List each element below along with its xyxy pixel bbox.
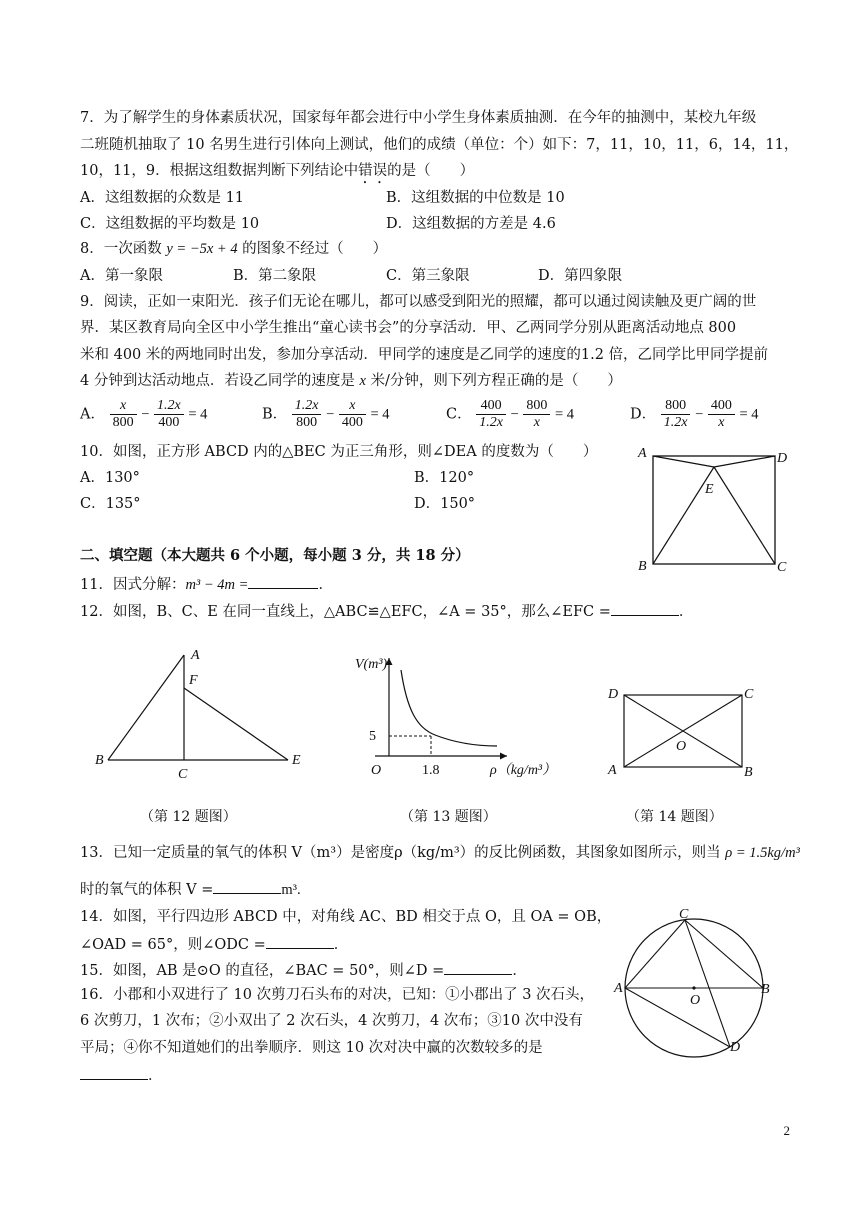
q9-d-fraction-2 [708,398,735,431]
q7-option-d: D．这组数据的方差是 4.6 [386,216,556,232]
q14-blank [266,933,334,949]
q11-stem [80,573,333,595]
q9-c-den-2: x [533,415,540,430]
q8-option-a: A．第一象限 [80,268,163,284]
q8-option-c: C．第三象限 [386,268,470,284]
q9-d-label: D． [630,406,657,423]
fig15 [612,905,782,1060]
q15-stem-b: ． [512,963,527,979]
q9-line-4b: 米/分钟，则下列方程正确的是（ ） [365,373,622,389]
q9-a-num-1: x [110,398,137,415]
segment-ae [653,456,714,467]
fig14-label-a: A [608,763,617,778]
fig13-y-label: V(m³) [355,657,388,672]
q16-line-3: 平局；④你不知道她们的出拳顺序．则这 10 次对决中赢的次数较多的是 [80,1040,543,1056]
fig14-caption: （第 14 题图） [626,809,723,825]
center-o [692,986,695,989]
line-ab [108,655,184,760]
q9-b-num-2: x [339,398,366,415]
q9-c-fraction-1 [476,398,506,431]
q7-option-a: A．这组数据的众数是 11 [80,190,245,206]
q13-line-2a: 时的氧气的体积 V = [80,882,214,898]
q8-formula: y = −5x + 4 [166,241,238,257]
q9-a-rhs: = 4 [188,406,208,423]
q14-line-2a: ∠OAD = 65°，则∠ODC = [80,937,266,953]
fig14-label-c: C [744,687,754,702]
q9-b-fraction-1 [292,398,322,431]
q9-b-rhs: = 4 [370,406,390,423]
q16-line-4 [80,1064,163,1086]
segment-ce [714,467,775,564]
curve-hyperbola [401,670,497,746]
fig13-tick-5: 5 [369,729,376,744]
q9-a-num-2: 1.2x [154,398,184,415]
fig15-label-d: D [730,1040,741,1055]
q16-line-4b: ． [148,1068,163,1084]
label-d: D [777,451,788,466]
q11-blank [248,573,318,589]
q9-option-d [630,398,759,431]
q13-density: ρ = 1.5kg/m³ [725,845,800,861]
q9-a-label: A． [80,406,105,423]
fig12-caption: （第 12 题图） [140,809,237,825]
fig14 [600,680,770,785]
q9-c-minus: − [510,406,519,423]
q9-c-num-2: 800 [523,398,550,415]
q9-a-fraction-1 [110,398,137,431]
q14-line-1: 14．如图，平行四边形 ABCD 中，对角线 AC、BD 相交于点 O，且 OA = OB， [80,909,612,925]
q10-option-d: D．150° [414,496,476,512]
q8-option-d: D．第四象限 [538,268,623,284]
q12-stem-a: 12．如图，B、C、E 在同一直线上，△ABC≌△EFC，∠A = 35°，那么∠EFC = [80,604,611,620]
q7-emphasis: 错误 [358,163,388,179]
q11-formula: m³ − 4m = [185,577,249,593]
fig14-label-d: D [608,687,619,702]
q12-stem [80,600,693,622]
fig13-origin: O [371,763,382,778]
q8-stem-a: 8．一次函数 [80,241,167,257]
label-a: A [638,446,647,461]
q12-stem-b: ． [678,604,694,620]
q7-line-1: 7．为了解学生的身体素质状况，国家每年都会进行中小学生身体素质抽测．在今年的抽测中，某校九年级 [80,110,757,126]
q10-option-a: A．130° [80,470,140,486]
q15-blank [444,959,512,975]
q12-blank [611,600,679,616]
q7-line-3c: 的是（ ） [387,163,475,179]
q9-d-minus: − [695,406,704,423]
q7-line-2: 二班随机抽取了 10 名男生进行引体向上测试，他们的成绩（单位：个）如下：7，11，10，11，6，14，11， [80,137,799,153]
q9-d-num-2: 400 [708,398,735,415]
label-b: B [638,559,647,574]
q15-stem [80,959,527,981]
q15-stem-a: 15．如图，AB 是⊙O 的直径，∠BAC = 50°，则∠D = [80,963,445,979]
q13-line-1a: 13．已知一定质量的氧气的体积 V（m³）是密度ρ（kg/m³）的反比例函数，其图象如图所示，则当 [80,845,726,861]
q13-line-2b: m³. [281,882,301,898]
q9-option-b [262,398,390,431]
fig12-label-f: F [189,673,198,688]
q7-option-b: B．这组数据的中位数是 10 [386,190,565,206]
q7-option-c: C．这组数据的平均数是 10 [80,216,260,232]
q10-figure [630,440,800,580]
q7-line-3 [80,161,474,187]
fig13-tick-18: 1.8 [422,763,440,778]
fig12 [92,640,322,785]
q9-b-label: B． [262,406,288,423]
q9-b-den-2: 400 [341,415,363,430]
q9-line-1: 9．阅读，正如一束阳光．孩子们无论在哪儿，都可以感受到阳光的照耀，都可以通过阅读触及更广阔的世 [80,294,757,310]
q13-line-1 [80,843,800,863]
q9-a-den-1: 800 [112,415,134,430]
q9-option-c [446,398,574,431]
segment-de [714,456,775,467]
square-abcd [653,456,775,564]
q14-line-2 [80,933,348,955]
q9-a-fraction-2 [154,398,184,431]
q13-blank [213,878,281,894]
fig12-label-a: A [191,648,200,663]
q16-line-2: 6 次剪刀，1 次布；②小双出了 2 次石头，4 次剪刀，4 次布；③10 次中没有 [80,1013,583,1029]
fig12-label-e: E [292,753,301,768]
q11-stem-a: 11．因式分解： [80,577,186,593]
q8-stem-b: 的图象不经过（ ） [237,241,388,257]
page-number: 2 [783,1123,790,1138]
q8-stem [80,239,387,259]
section-2-title: 二、填空题（本大题共 6 个小题，每小题 3 分，共 18 分） [80,547,470,564]
q9-d-den-2: x [718,415,725,430]
fig13-caption: （第 13 题图） [400,809,497,825]
q9-c-fraction-2 [523,398,550,431]
fig15-label-c: C [679,907,689,922]
q13-line-2 [80,878,301,900]
q9-a-minus: − [141,406,150,423]
q9-c-den-1: 1.2x [479,415,503,430]
chord-ad [625,988,730,1047]
q9-d-fraction-1 [661,398,691,431]
line-fe [184,688,288,760]
q10-stem: 10．如图，正方形 ABCD 内的△BEC 为正三角形，则∠DEA 的度数为（ ） [80,444,598,460]
fig14-label-o: O [676,739,687,754]
q16-line-1: 16．小郡和小双进行了 10 次剪刀石头布的对决，已知：①小郡出了 3 次石头， [80,987,595,1003]
q9-a-den-2: 400 [158,415,180,430]
q9-b-num-1: 1.2x [292,398,322,415]
label-e: E [705,482,714,497]
fig15-label-b: B [761,982,770,997]
fig15-label-o: O [690,993,701,1008]
q9-c-rhs: = 4 [554,406,575,423]
fig15-label-a: A [614,981,623,996]
fig12-label-b: B [95,753,104,768]
q9-b-fraction-2 [339,398,366,431]
q9-d-rhs: = 4 [739,406,759,423]
q9-line-3: 米和 400 米的两地同时出发，参加分享活动．甲同学的速度是乙同学的速度的1.2 倍，乙同学比甲同学提前 [80,347,769,363]
q9-d-den-1: 1.2x [663,415,688,430]
q9-variable: x [359,373,366,389]
fig14-label-b: B [744,765,753,780]
q14-line-2b: ． [333,937,349,953]
fig12-label-c: C [178,767,188,782]
q9-d-num-1: 800 [661,398,691,415]
q16-blank [80,1064,148,1080]
q9-line-4 [80,371,622,391]
q10-option-b: B．120° [414,470,475,486]
q9-c-num-1: 400 [476,398,506,415]
q9-b-minus: − [326,406,335,423]
q10-option-c: C．135° [80,496,141,512]
q9-line-4a: 4 分钟到达活动地点．若设乙同学的速度是 [80,373,360,389]
q9-b-den-1: 800 [296,415,318,430]
q9-option-a [80,398,207,431]
label-c: C [777,560,787,575]
q11-stem-b: ． [318,577,333,593]
fig13 [355,640,575,785]
q7-line-3a: 10，11，9．根据这组数据判断下列结论中 [80,163,359,179]
q9-c-label: C． [446,406,472,423]
q8-option-b: B．第二象限 [233,268,317,284]
fig13-x-label: ρ（kg/m³） [490,763,557,778]
q9-line-2: 界．某区教育局向全区中小学生推出“童心读书会”的分享活动．甲、乙两同学分别从距离活动地点 800 [80,320,737,336]
